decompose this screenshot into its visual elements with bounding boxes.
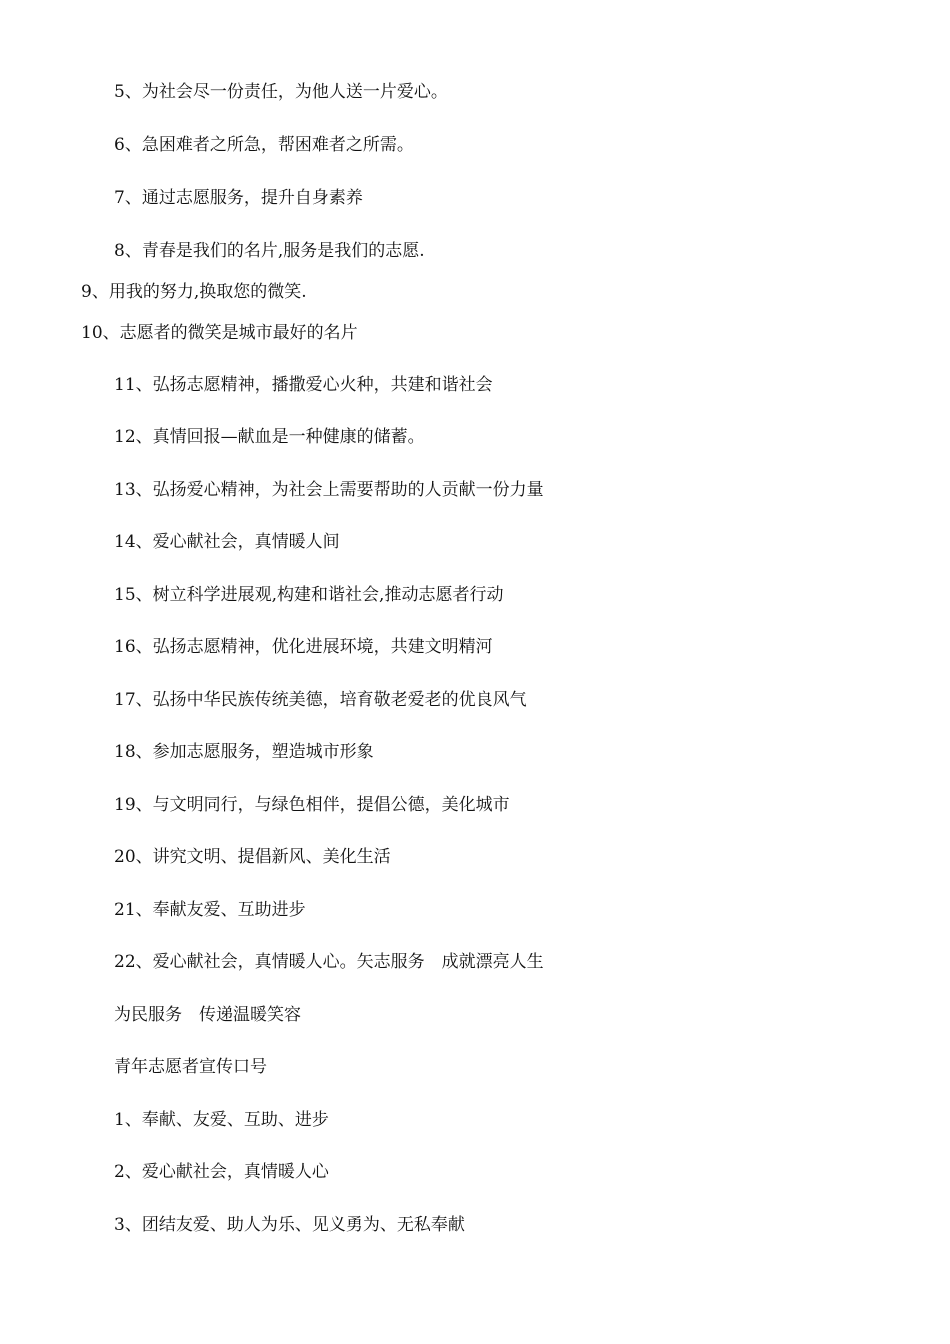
slogan-line-9: 9、用我的努力,换取您的微笑. bbox=[81, 282, 307, 302]
slogan-line-8: 8、青春是我们的名片,服务是我们的志愿. bbox=[114, 241, 425, 261]
section-heading: 青年志愿者宣传口号 bbox=[114, 1057, 267, 1077]
slogan-line-14: 14、爱心献社会，真情暖人间 bbox=[114, 532, 340, 552]
slogan-line-22: 22、爱心献社会，真情暖人心。矢志服务 成就漂亮人生 bbox=[114, 952, 544, 972]
slogan-line-16: 16、弘扬志愿精神，优化进展环境，共建文明精河 bbox=[114, 637, 493, 657]
slogan-line-17: 17、弘扬中华民族传统美德，培育敬老爱老的优良风气 bbox=[114, 690, 527, 710]
youth-slogan-1: 1、奉献、友爱、互助、进步 bbox=[114, 1110, 329, 1130]
slogan-line-20: 20、讲究文明、提倡新风、美化生活 bbox=[114, 847, 391, 867]
slogan-line-21: 21、奉献友爱、互助进步 bbox=[114, 900, 306, 920]
slogan-line-5: 5、为社会尽一份责任，为他人送一片爱心。 bbox=[114, 82, 448, 102]
slogan-line-18: 18、参加志愿服务，塑造城市形象 bbox=[114, 742, 374, 762]
slogan-line-6: 6、急困难者之所急，帮困难者之所需。 bbox=[114, 135, 414, 155]
youth-slogan-2: 2、爱心献社会，真情暖人心 bbox=[114, 1162, 329, 1182]
slogan-line-serve-people: 为民服务 传递温暖笑容 bbox=[114, 1005, 301, 1025]
slogan-line-15: 15、树立科学进展观,构建和谐社会,推动志愿者行动 bbox=[114, 585, 504, 605]
slogan-line-11: 11、弘扬志愿精神，播撒爱心火种，共建和谐社会 bbox=[114, 375, 493, 395]
youth-slogan-3: 3、团结友爱、助人为乐、见义勇为、无私奉献 bbox=[114, 1215, 465, 1235]
slogan-line-7: 7、通过志愿服务，提升自身素养 bbox=[114, 188, 363, 208]
slogan-line-12: 12、真情回报—献血是一种健康的储蓄。 bbox=[114, 427, 425, 447]
slogan-line-13: 13、弘扬爱心精神，为社会上需要帮助的人贡献一份力量 bbox=[114, 480, 544, 500]
slogan-line-10: 10、志愿者的微笑是城市最好的名片 bbox=[81, 323, 358, 343]
slogan-line-19: 19、与文明同行，与绿色相伴，提倡公德，美化城市 bbox=[114, 795, 510, 815]
